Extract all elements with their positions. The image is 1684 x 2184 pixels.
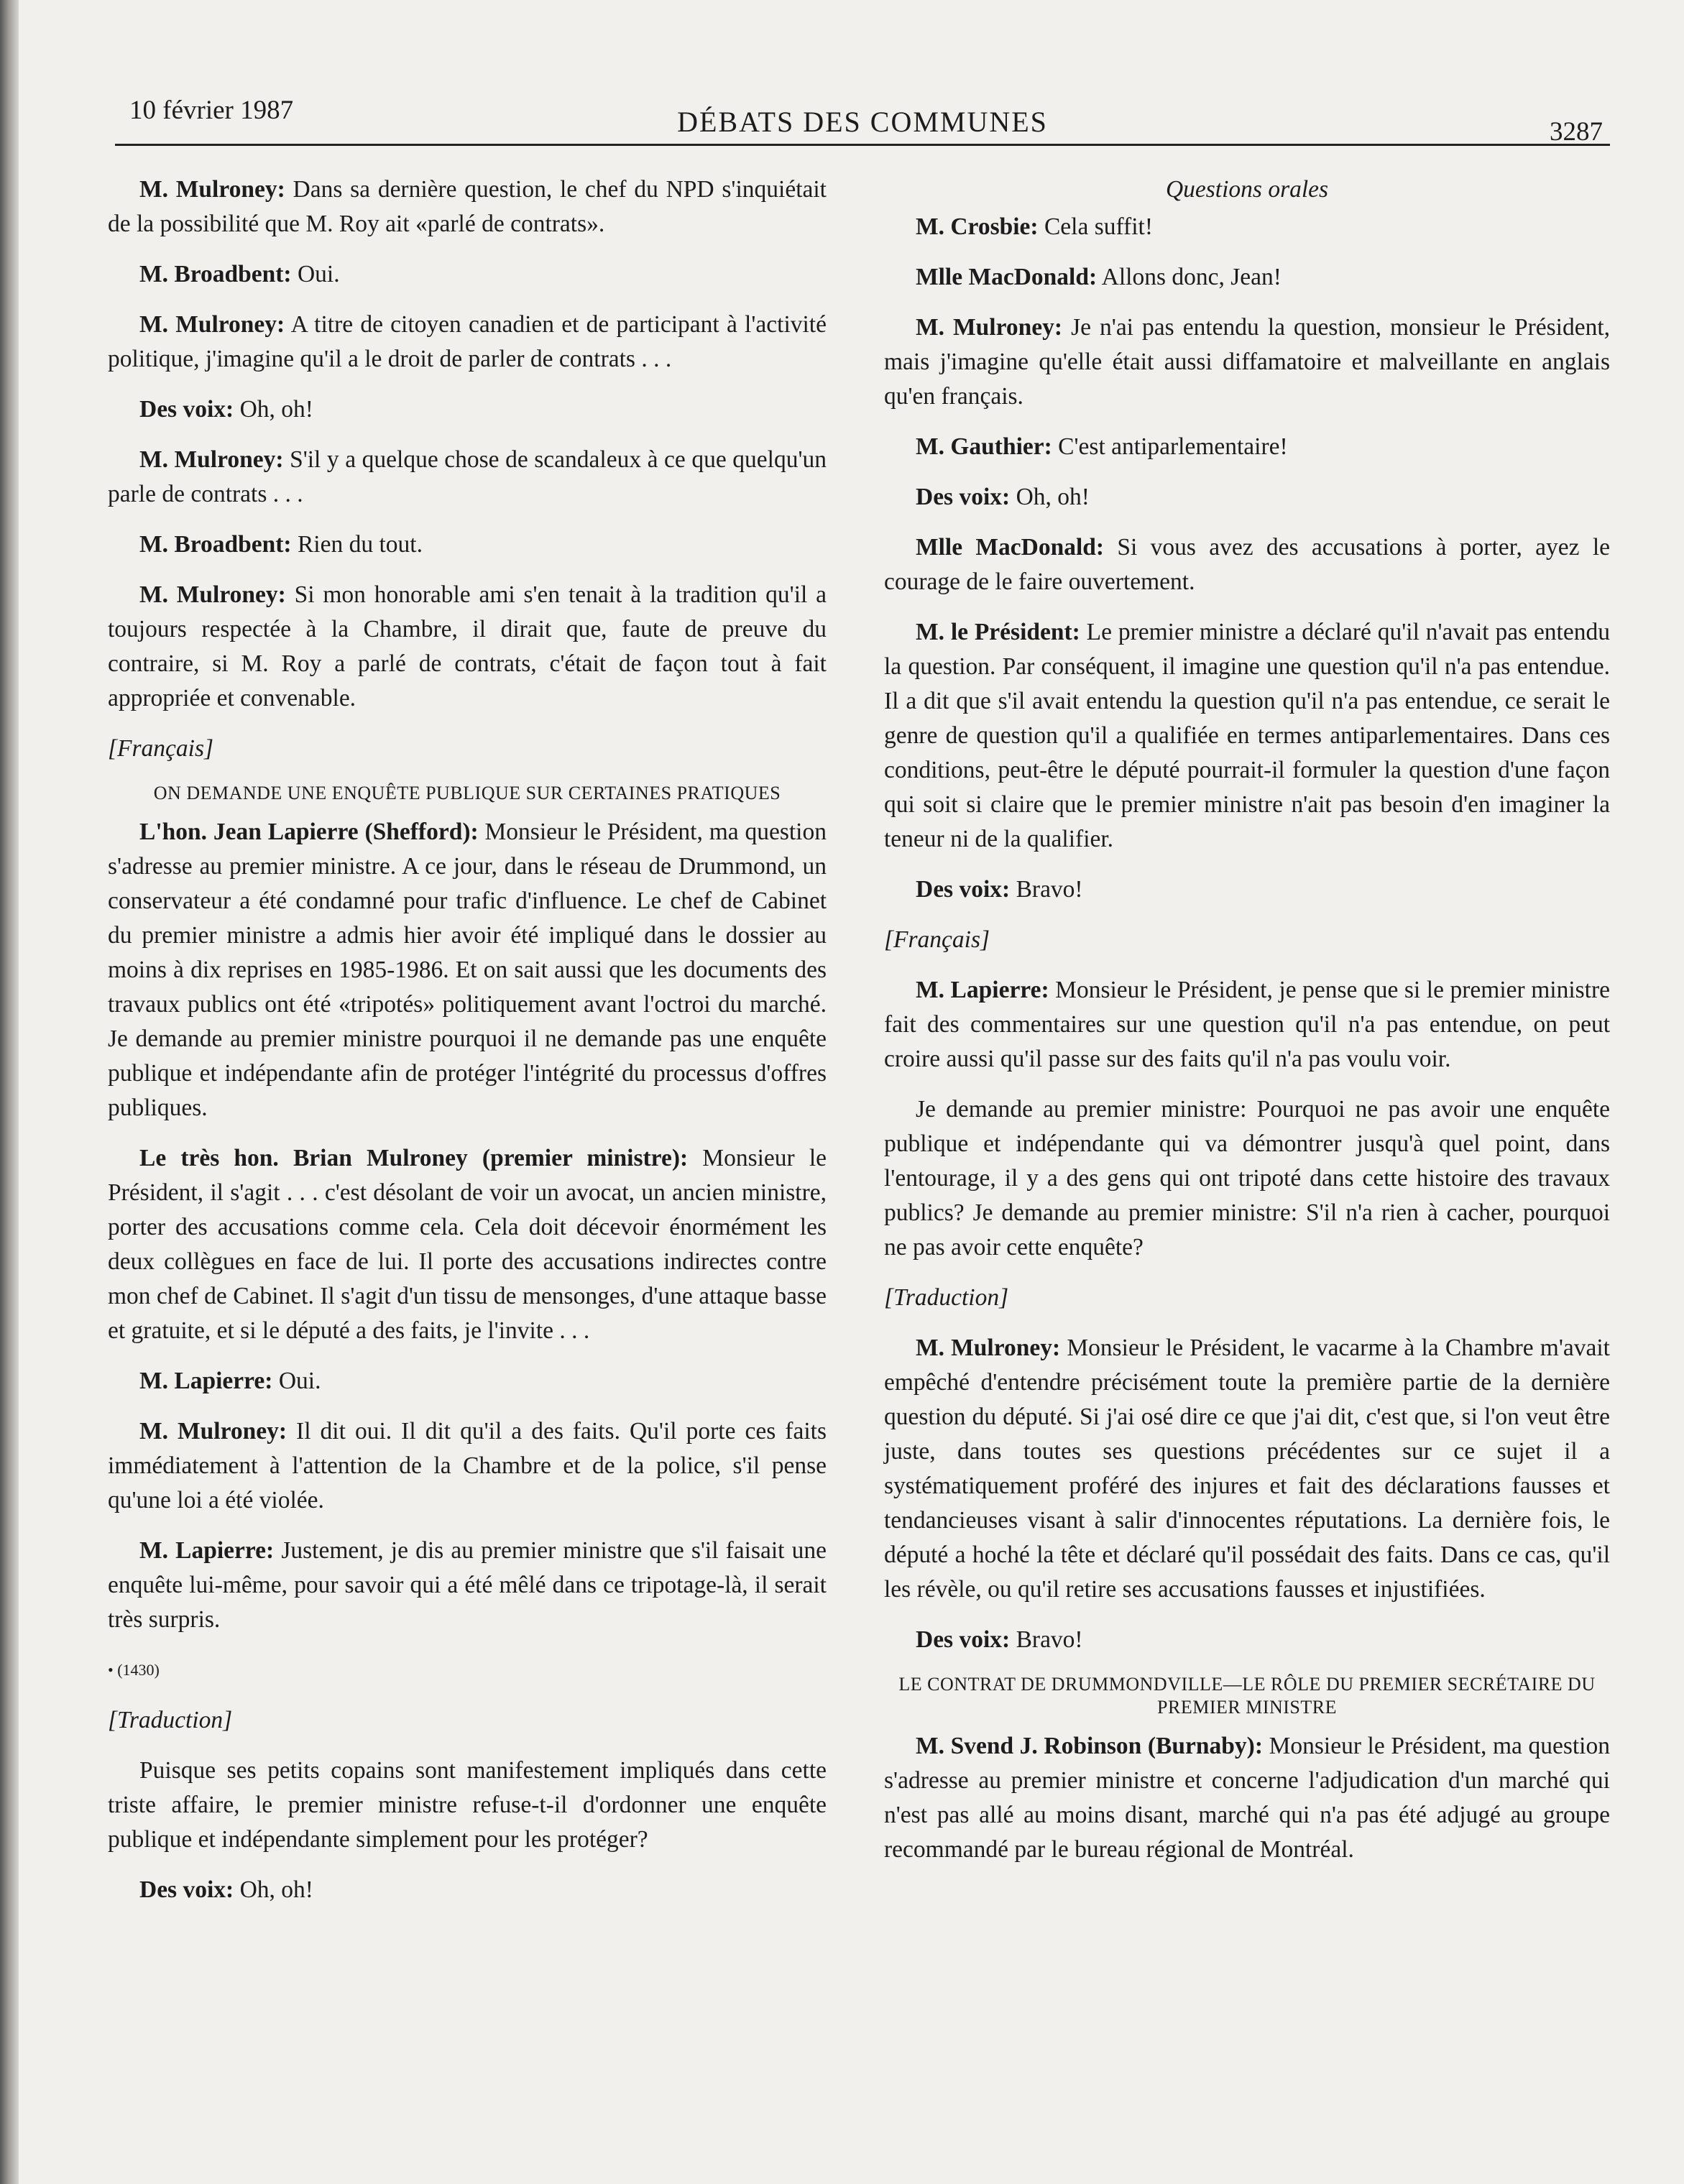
speaker-name: M. Gauthier: — [916, 433, 1052, 460]
speech-text: Oh, oh! — [234, 1876, 313, 1903]
speech-text: Justement, je dis au premier ministre que s'il faisait une enquête lui-même, pour savoir qui a été mêlé dans ce tripotage-là, il serait très surpris. — [108, 1537, 827, 1633]
section-heading: ON DEMANDE UNE ENQUÊTE PUBLIQUE SUR CERTAINES PRATIQUES — [153, 783, 781, 803]
speech-text: Monsieur le Président, le vacarme à la Chambre m'avait empêché d'entendre précisément toute la première partie de la dernière question du député. Si j'ai osé dire ce que j'ai dit, c'est que, si l'on veut être juste, dans toutes ses questions précédentes sur ce sujet il a systématiquement proféré des injures et fait des déclarations fausses et tendancieuses visant à salir d'innocentes réputations. La dernière fois, le député a hoché la tête et déclaré qu'il possédait des faits. Dans ce cas, qu'il les révèle, ou qu'il retire ses accusations fausses et injustifiées. — [884, 1335, 1610, 1603]
speech-paragraph — [884, 310, 1610, 414]
speech-text: Je n'ai pas entendu la question, monsieur le Président, mais j'imagine qu'elle était aussi diffamatoire et malveillante en anglais qu'en français. — [884, 314, 1610, 410]
speech-text: Oui. — [291, 261, 340, 287]
speaker-name: M. Svend J. Robinson (Burnaby): — [916, 1733, 1263, 1759]
left-column — [108, 172, 827, 1923]
speech-text: Oh, oh! — [234, 396, 313, 423]
speaker-name: M. Lapierre: — [139, 1537, 275, 1564]
speaker-name: M. Mulroney: — [139, 1418, 287, 1445]
paragraph: Je demande au premier ministre: Pourquoi ne pas avoir une enquête publique et indépendante qui va démontrer jusqu'à quel point, dans l'entourage, il y a des gens qui ont tripoté dans cette histoire des travaux publics? Je demande au premier ministre: S'il n'a rien à cacher, pourquoi ne pas avoir cette enquête? — [884, 1096, 1610, 1261]
speech-text: C'est antiparlementaire! — [1052, 433, 1288, 460]
speech-text: Rien du tout. — [291, 531, 423, 558]
page-number: 3287 — [1550, 117, 1603, 147]
speaker-name: Des voix: — [916, 876, 1011, 903]
header-date: 10 février 1987 — [129, 96, 294, 125]
speech-text: Monsieur le Président, je pense que si le premier ministre fait des commentaires sur une question qu'il n'a pas entendue, on peut croire aussi qu'il passe sur des faits qu'il n'a pas voulu voir. — [884, 977, 1610, 1072]
speech-text: Le premier ministre a déclaré qu'il n'avait pas entendu la question. Par conséquent, il imagine une question qu'il n'a pas entendue. Il a dit que s'il avait entendu la question qu'il n'a pas entendue, ce serait le genre de question qu'il a qualifiée en termes antiparlementaires. Dans ces conditions, peut-être le député pourrait-il formuler la question d'une façon qui soit si claire que le premier ministre n'ait pas besoin d'en imaginer la teneur ni de la qualifier. — [884, 619, 1610, 852]
speaker-name: M. Mulroney: — [139, 311, 285, 338]
speech-paragraph — [884, 615, 1610, 857]
speech-text: A titre de citoyen canadien et de participant à l'activité politique, j'imagine qu'il a le droit de parler de contrats . . . — [108, 311, 827, 372]
speaker-name: M. Mulroney: — [139, 581, 286, 608]
language-marker: [Français] — [108, 735, 214, 762]
speech-paragraph — [884, 530, 1610, 599]
running-header — [115, 86, 1610, 146]
speech-paragraph — [884, 430, 1610, 464]
speech-paragraph — [884, 1623, 1610, 1657]
section-running-title: Questions orales — [1165, 176, 1329, 203]
speech-paragraph — [884, 1729, 1610, 1867]
speaker-name: M. Crosbie: — [916, 213, 1039, 240]
speech-paragraph — [884, 973, 1610, 1077]
speech-paragraph — [884, 872, 1610, 907]
speech-text: Dans sa dernière question, le chef du NPD s'inquiétait de la possibilité que M. Roy ait «parlé de contrats». — [108, 176, 827, 237]
speech-paragraph — [108, 443, 827, 512]
speaker-name: Mlle MacDonald: — [916, 264, 1098, 290]
speaker-name: M. le Président: — [916, 619, 1080, 645]
speech-text: Monsieur le Président, il s'agit . . . c'est désolant de voir un avocat, un ancien ministre, porter des accusations comme cela. Cela doit décevoir énormément les deux collègues en face de lui. Il porte des accusations indirectes contre mon chef de Cabinet. Il s'agit d'un tissu de mensonges, d'une attaque basse et gratuite, et si le député a des faits, je l'invite . . . — [108, 1145, 827, 1344]
speech-text: Monsieur le Président, ma question s'adresse au premier ministre. A ce jour, dans le réseau de Drummond, un conservateur a été condamné pour trafic d'influence. Le chef de Cabinet du premier ministre a admis hier avoir été impliqué dans le dossier au moins à dix reprises en 1985-1986. Et on sait aussi que les documents des travaux publics ont été «tripotés» politiquement avant l'octroi du marché. Je demande au premier ministre pourquoi il ne demande pas une enquête publique et indépendante afin de protéger l'intégrité du processus d'offres publiques. — [108, 819, 827, 1121]
speech-paragraph — [108, 1141, 827, 1348]
speech-paragraph — [108, 815, 827, 1125]
speech-paragraph — [108, 308, 827, 377]
speaker-name: M. Lapierre: — [139, 1368, 273, 1394]
paragraph: Puisque ses petits copains sont manifestement impliqués dans cette triste affaire, le premier ministre refuse-t-il d'ordonner une enquête publique et indépendante simplement pour les protéger? — [108, 1757, 827, 1853]
language-marker: [Français] — [884, 926, 990, 953]
speaker-name: M. Mulroney: — [916, 314, 1063, 341]
speaker-name: Des voix: — [139, 1876, 234, 1903]
speech-paragraph — [108, 1873, 827, 1907]
speaker-name: Des voix: — [916, 484, 1011, 510]
speech-paragraph — [108, 578, 827, 716]
speaker-name: Le très hon. Brian Mulroney (premier ministre): — [139, 1145, 689, 1171]
speech-paragraph — [884, 260, 1610, 295]
language-marker: [Traduction] — [884, 1284, 1009, 1311]
speaker-name: M. Mulroney: — [916, 1335, 1061, 1361]
speech-paragraph — [108, 172, 827, 241]
speech-paragraph — [108, 257, 827, 292]
speaker-name: Mlle MacDonald: — [916, 534, 1105, 561]
speech-paragraph — [108, 527, 827, 562]
speech-paragraph — [884, 1331, 1610, 1607]
speaker-name: M. Lapierre: — [916, 977, 1049, 1003]
speech-text: Monsieur le Président, ma question s'adresse au premier ministre et concerne l'adjudication d'un marché qui n'est pas allé au moins disant, marché qui n'a pas été adjugé au groupe recommandé par le bureau régional de Montréal. — [884, 1733, 1610, 1863]
speaker-name: M. Broadbent: — [139, 531, 292, 558]
speech-text: Cela suffit! — [1038, 213, 1153, 240]
speech-text: Allons donc, Jean! — [1097, 264, 1282, 290]
language-marker: [Traduction] — [108, 1707, 233, 1733]
speaker-name: Des voix: — [139, 396, 234, 423]
speech-paragraph — [108, 1364, 827, 1399]
speaker-name: M. Mulroney: — [139, 446, 284, 473]
speech-paragraph — [108, 392, 827, 427]
speaker-name: Des voix: — [916, 1626, 1011, 1653]
speech-paragraph — [884, 210, 1610, 244]
speech-text: Oh, oh! — [1010, 484, 1090, 510]
page-gutter-shadow — [0, 0, 19, 2184]
right-column — [884, 172, 1610, 1883]
speech-text: Si vous avez des accusations à porter, ayez le courage de le faire ouvertement. — [884, 534, 1610, 595]
speech-text: Bravo! — [1010, 1626, 1083, 1653]
speech-text: S'il y a quelque chose de scandaleux à ce que quelqu'un parle de contrats . . . — [108, 446, 827, 507]
speech-paragraph — [884, 480, 1610, 515]
speech-text: Si mon honorable ami s'en tenait à la tradition qu'il a toujours respectée à la Chambre, il dirait que, faute de preuve du contraire, si M. Roy a parlé de contrats, c'était de façon tout à fait appropriée et convenable. — [108, 581, 827, 711]
speech-paragraph — [108, 1534, 827, 1637]
time-marker: • (1430) — [108, 1661, 160, 1679]
speaker-name: M. Broadbent: — [139, 261, 292, 287]
speech-text: Oui. — [272, 1368, 321, 1394]
header-title: DÉBATS DES COMMUNES — [677, 106, 1048, 138]
section-heading: LE CONTRAT DE DRUMMONDVILLE—LE RÔLE DU PREMIER SECRÉTAIRE DU PREMIER MINISTRE — [898, 1674, 1596, 1718]
speech-text: Il dit oui. Il dit qu'il a des faits. Qu'il porte ces faits immédiatement à l'attention de la Chambre et de la police, s'il pense qu'une loi a été violée. — [108, 1418, 827, 1513]
speech-text: Bravo! — [1010, 876, 1083, 903]
speaker-name: M. Mulroney: — [139, 176, 285, 203]
speaker-name: L'hon. Jean Lapierre (Shefford): — [139, 819, 479, 845]
speech-paragraph — [108, 1414, 827, 1518]
